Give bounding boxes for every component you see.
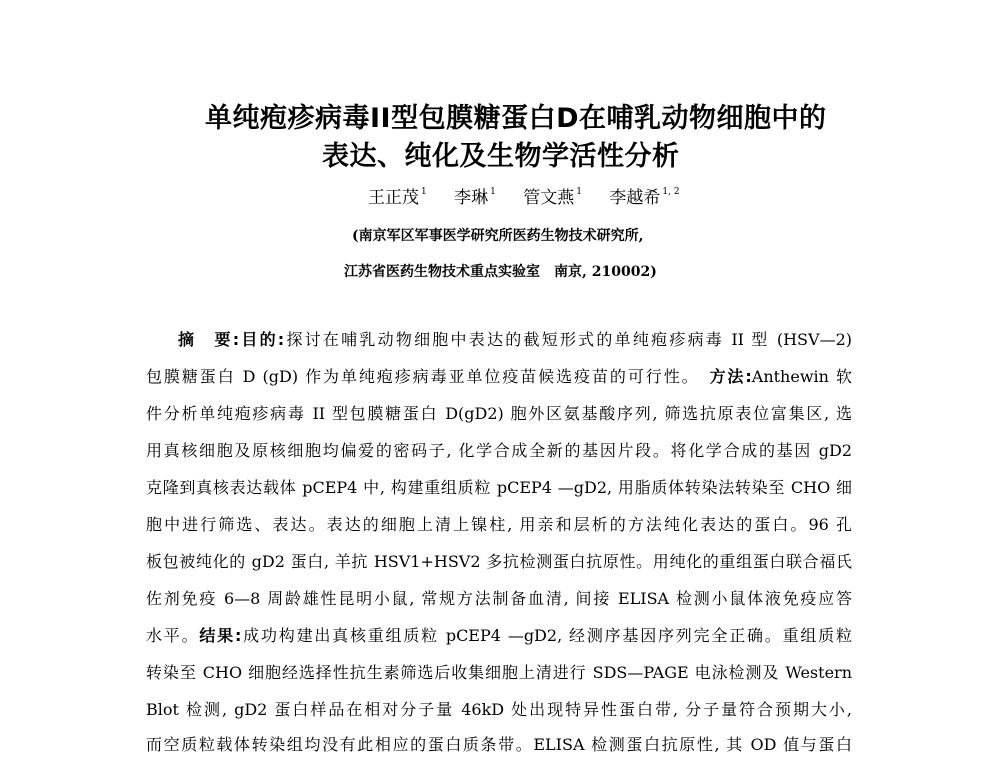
abstract-line: 用真核细胞及原核细胞均偏爱的密码子, 化学合成全新的基因片段。将化学合成的基因 gD2 [146,441,852,460]
abstract-line [146,366,852,388]
abstract-line: 而空质粒载体转染组均没有此相应的蛋白质条带。ELISA 检测蛋白抗原性, 其 OD 值与蛋白 [146,735,852,754]
author [523,188,582,208]
title-line-1: 单纯疱疹病毒II型包膜糖蛋白D在哺乳动物细胞中的 [205,103,827,134]
abstract-text: 成功构建出真核重组质粒 pCEP4 —gD2, 经测序基因序列完全正确。重组质粒 [241,626,852,645]
abstract-line [146,329,852,351]
affiliation-line-1: (南京军区军事医学研究所医药生物技术研究所, [352,228,644,244]
abstract-text: 水平。 [146,626,200,645]
author-affiliation-mark: 1 [576,187,583,197]
author-name: 李琳 [454,188,489,208]
method-label: 方法: [709,367,752,386]
abstract-line: 克隆到真核表达载体 pCEP4 中, 构建重组质粒 pCEP4 —gD2, 用脂质体转染法转染至 CHO 细 [146,478,852,497]
abstract-line [146,625,852,647]
abstract-line: 胞中进行筛选、表达。表达的细胞上清上镍柱, 用亲和层析的方法纯化表达的蛋白。96 孔 [146,515,852,534]
title-line-2: 表达、纯化及生物学活性分析 [322,141,680,172]
author-name: 王正茂 [368,188,419,208]
author-affiliation-mark: 1 [490,187,496,197]
author [454,188,496,208]
author-name: 李越希 [609,188,661,208]
abstract-line: 转染至 CHO 细胞经选择性抗生素筛选后收集细胞上清进行 SDS—PAGE 电泳检测及 Western [146,663,852,682]
abstract-label: 摘 要: [178,330,240,349]
abstract-line: 板包被纯化的 gD2 蛋白, 羊抗 HSV1+HSV2 多抗检测蛋白抗原性。用纯化的重组蛋白联合福氏 [146,552,852,571]
author [368,188,427,208]
author [609,188,679,208]
abstract-text: 包膜糖蛋白 D (gD) 作为单纯疱疹病毒亚单位疫苗候选疫苗的可行性。 [146,367,692,386]
abstract-text: Anthewin 软 [751,367,852,386]
result-label: 结果: [199,626,242,645]
purpose-label: 目的: [239,330,285,349]
author-affiliation-mark: 1 [421,187,427,197]
abstract-text: 探讨在哺乳动物细胞中表达的截短形式的单纯疱疹病毒 II 型 (HSV—2) [284,330,852,349]
author-list [368,180,680,210]
abstract-line: Blot 检测, gD2 蛋白样品在相对分子量 46kD 处出现特异性蛋白带, 分子量符合预期大小, [146,700,852,719]
author-name: 管文燕 [523,188,575,208]
affiliation-line-2: 江苏省医药生物技术重点实验室 南京, 210002) [344,264,657,280]
abstract-line: 佐剂免疫 6—8 周龄雄性昆明小鼠, 常规方法制备血清, 间接 ELISA 检测小鼠体液免疫应答 [146,589,852,608]
author-affiliation-mark: 1, 2 [662,187,680,197]
abstract-line: 件分析单纯疱疹病毒 II 型包膜糖蛋白 D(gD2) 胞外区氨基酸序列, 筛选抗原表位富集区, 选 [146,404,852,423]
